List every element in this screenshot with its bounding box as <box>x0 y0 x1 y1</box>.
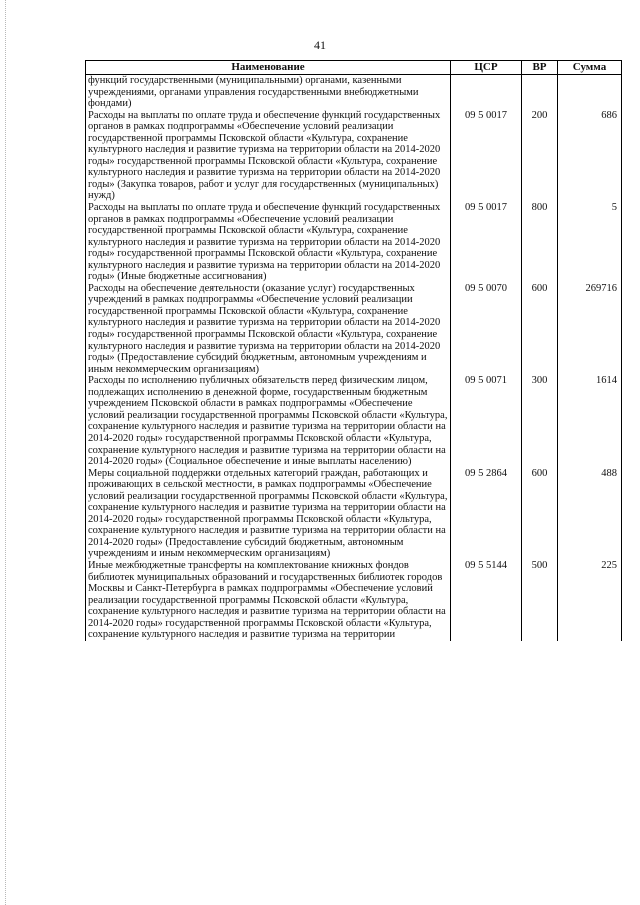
row-vr-cell <box>522 75 558 110</box>
table-row <box>86 375 622 467</box>
row-csr-cell: 09 5 2864 <box>451 468 522 560</box>
row-name-cell: Расходы на выплаты по оплате труда и обеспечение функций государственных органов в рамках подпрограммы «Обеспечение условий реализации государственной программы Псковской области «Культура, сохранение культурного наследия и развитие туризма на территории области на 2014-2020 годы» государственной программы Псковской области «Культура, сохранение культурного наследия и развитие туризма на территории области на 2014-2020 годы» (Закупка товаров, работ и услуг для государственных (муниципальных) нужд) <box>86 110 451 202</box>
row-csr-cell: 09 5 0017 <box>451 110 522 202</box>
row-vr-cell: 600 <box>522 468 558 560</box>
row-sum-cell <box>558 75 622 110</box>
header-sum: Сумма <box>558 61 622 75</box>
header-name: Наименование <box>86 61 451 75</box>
table-row <box>86 283 622 375</box>
row-name-cell: Расходы по исполнению публичных обязательств перед физическим лицом, подлежащих исполнению в денежной форме, государственным бюджетным учреждением Псковской области в рамках подпрограммы «Обеспечение условий реализации государственной программы Псковской области «Культура, сохранение культурного наследия и развитие туризма на территории области на 2014-2020 годы» государственной программы Псковской области «Культура, сохранение культурного наследия и развитие туризма на территории области на 2014-2020 годы» (Социальное обеспечение и иные выплаты населению) <box>86 375 451 467</box>
header-csr: ЦСР <box>451 61 522 75</box>
row-sum-cell: 488 <box>558 468 622 560</box>
row-sum-cell: 225 <box>558 560 622 641</box>
row-name-cell: Расходы на обеспечение деятельности (оказание услуг) государственных учреждений в рамках подпрограммы «Обеспечение условий реализации государственной программы Псковской области «Культура, сохранение культурного наследия и развитие туризма на территории области на 2014-2020 годы» государственной программы Псковской области «Культура, сохранение культурного наследия и развитие туризма на территории области на 2014-2020 годы» (Предоставление субсидий бюджетным, автономным учреждениям и иным некоммерческим организациям) <box>86 283 451 375</box>
scan-edge-line <box>5 0 6 905</box>
row-sum-cell: 1614 <box>558 375 622 467</box>
row-csr-cell: 09 5 5144 <box>451 560 522 641</box>
row-vr-cell: 600 <box>522 283 558 375</box>
row-csr-cell <box>451 75 522 110</box>
table-header-row <box>86 61 622 75</box>
row-csr-cell: 09 5 0017 <box>451 202 522 283</box>
table-row <box>86 75 622 110</box>
table-row <box>86 110 622 202</box>
row-sum-cell: 269716 <box>558 283 622 375</box>
row-vr-cell: 300 <box>522 375 558 467</box>
row-sum-cell: 5 <box>558 202 622 283</box>
row-sum-cell: 686 <box>558 110 622 202</box>
row-vr-cell: 500 <box>522 560 558 641</box>
row-csr-cell: 09 5 0070 <box>451 283 522 375</box>
table-row <box>86 468 622 560</box>
row-vr-cell: 800 <box>522 202 558 283</box>
row-name-cell: Иные межбюджетные трансферты на комплектование книжных фондов библиотек муниципальных образований и государственных библиотек городов Москвы и Санкт-Петербурга в рамках подпрограммы «Обеспечение условий реализации государственной программы Псковской области «Культура, сохранение культурного наследия и развитие туризма на территории области на 2014-2020 годы» государственной программы Псковской области «Культура, сохранение культурного наследия и развитие туризма на территории <box>86 560 451 641</box>
budget-table <box>85 60 622 641</box>
page-number: 41 <box>314 38 326 52</box>
row-name-cell: функций государственными (муниципальными) органами, казенными учреждениями, органами управления государственными внебюджетными фондами) <box>86 75 451 110</box>
table-row <box>86 202 622 283</box>
header-vr: ВР <box>522 61 558 75</box>
row-vr-cell: 200 <box>522 110 558 202</box>
row-name-cell: Расходы на выплаты по оплате труда и обеспечение функций государственных органов в рамках подпрограммы «Обеспечение условий реализации государственной программы Псковской области «Культура, сохранение культурного наследия и развитие туризма на территории области на 2014-2020 годы» государственной программы Псковской области «Культура, сохранение культурного наследия и развитие туризма на территории области на 2014-2020 годы» (Иные бюджетные ассигнования) <box>86 202 451 283</box>
row-csr-cell: 09 5 0071 <box>451 375 522 467</box>
row-name-cell: Меры социальной поддержки отдельных категорий граждан, работающих и проживающих в сельской местности, в рамках подпрограммы «Обеспечение условий реализации государственной программы Псковской области «Культура, сохранение культурного наследия и развитие туризма на территории области на 2014-2020 годы» государственной программы Псковской области «Культура, сохранение культурного наследия и развитие туризма на территории области на 2014-2020 годы» (Предоставление субсидий бюджетным, автономным учреждениям и иным некоммерческим организациям) <box>86 468 451 560</box>
table-row <box>86 560 622 641</box>
